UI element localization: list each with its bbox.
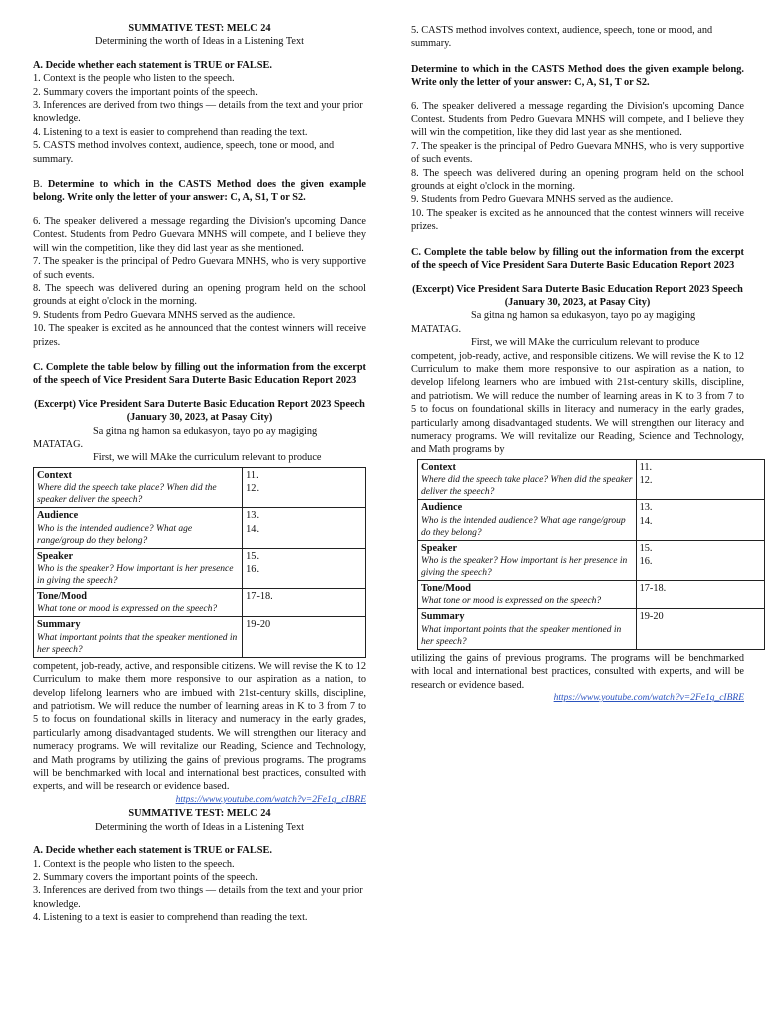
part-a-item: 4. Listening to a text is easier to comprehend than reading the text. <box>33 126 308 138</box>
row-prompt: Who is the intended audience? What age range/group do they belong? <box>37 523 193 546</box>
part-a-item: 5. CASTS method involves context, audience, speech, tone or mood, and summary. <box>411 25 713 50</box>
part-a-heading-repeat: A. Decide whether each statement is TRUE or FALSE. <box>33 845 272 857</box>
source-link[interactable]: https://www.youtube.com/watch?v=2Fe1q_cIBRE <box>553 693 744 704</box>
part-b-item: 7. The speaker is the principal of Pedro Guevara MNHS, who is very supportive of such events. <box>411 140 744 166</box>
row-prompt: Where did the speech take place? When did the speaker deliver the speech? <box>421 475 633 498</box>
source-link[interactable]: https://www.youtube.com/watch?v=2Fe1q_cIBRE <box>175 794 366 805</box>
casts-table <box>417 459 765 650</box>
answer-cell[interactable] <box>636 609 764 649</box>
part-a-item: 2. Summary covers the important points of the speech. <box>33 86 258 98</box>
answer-cell[interactable] <box>243 548 366 588</box>
answer-cell[interactable] <box>243 467 366 507</box>
row-label: Tone/Mood <box>37 591 87 602</box>
answer-number: 12. <box>246 483 260 495</box>
part-b-heading-text: Determine to which in the CASTS Method does the given example belong. Write only the letter of your answer: C, A, S1, T or S2. <box>33 179 366 204</box>
part-a-item: 1. Context is the people who listen to the speech. <box>33 73 235 85</box>
part-b-item: 8. The speech was delivered during an opening program held on the school grounds at eight o'clock in the morning. <box>411 167 744 193</box>
answer-cell[interactable] <box>243 508 366 548</box>
row-label: Speaker <box>37 550 74 562</box>
answer-number: 13. <box>246 510 260 522</box>
answer-number: 19-20 <box>639 611 664 623</box>
speech-opening: Sa gitna ng hamon sa edukasyon, tayo po ay magiging MATATAG. <box>411 310 696 335</box>
part-b-item: 9. Students from Pedro Guevara MNHS served as the audience. <box>33 309 296 321</box>
row-label: Audience <box>421 502 463 514</box>
answer-cell[interactable] <box>636 500 764 540</box>
speech-paragraph-continued: competent, job-ready, active, and responsible citizens. We will revise the K to 12 Curriculum to make them more responsive to our aspiration as a nation, to develop lifelong learners who are imbued with 21st-century skills, discipline, and patriotism. We will reduce the number of learning areas in K to 3 from 7 to 5 to focus on foundational skills in literacy and numeracy in the early grades, particularly among disadvantaged students. We will strengthen our literacy and numeracy programs. We will revitalize our Reading, Science and Technology, and Math programs by utilizing the gains of previous programs. The programs will be benchmarked with local and international best practices, consulted with experts, and will be research or evidence based. <box>33 660 366 793</box>
test-subtitle-repeat: Determining the worth of Ideas in a Listening Text <box>95 821 304 833</box>
table-row <box>34 548 366 588</box>
test-subtitle: Determining the worth of Ideas in a Listening Text <box>95 36 304 48</box>
part-a-item: 4. Listening to a text is easier to comprehend than reading the text. <box>33 912 308 924</box>
test-title: SUMMATIVE TEST: MELC 24 <box>128 23 271 34</box>
row-label: Context <box>421 461 456 473</box>
answer-number: 15. <box>246 550 260 562</box>
row-prompt: What tone or mood is expressed on the speech? <box>421 596 602 607</box>
answer-cell[interactable] <box>243 589 366 617</box>
speech-paragraph-middle: competent, job-ready, active, and responsible citizens. We will revise the K to 12 Curriculum to make them more responsive to our aspiration as a nation, to develop lifelong learners who are imbued with 21st-century skills, discipline, and patriotism. We will reduce the number of learning areas in K to 3 from 7 to 5 to focus on foundational skills in literacy and numeracy in the early grades, particularly among disadvantaged students. We will strengthen our literacy and numeracy programs. We will revitalize our Reading, Science and Technology, and Math programs by <box>411 350 744 456</box>
right-column <box>411 24 744 705</box>
casts-table <box>33 467 366 658</box>
answer-number: 14. <box>246 523 260 535</box>
answer-number: 11. <box>639 461 653 473</box>
speech-opening: Sa gitna ng hamon sa edukasyon, tayo po ay magiging MATATAG. <box>33 425 318 450</box>
table-row <box>418 609 765 649</box>
row-label: Context <box>37 469 72 481</box>
answer-number: 15. <box>639 542 653 554</box>
part-c-heading: C. Complete the table below by filling out the information from the excerpt of the speech of Vice President Sara Duterte Basic Education Report 2023 <box>33 361 366 387</box>
part-b-item: 7. The speaker is the principal of Pedro Guevara MNHS, who is very supportive of such events. <box>33 256 366 281</box>
speech-title: (Excerpt) Vice President Sara Duterte Basic Education Report 2023 Speech (January 30, 2023, at Pasay City) <box>34 398 365 424</box>
answer-cell[interactable] <box>636 540 764 580</box>
part-b-item: 8. The speech was delivered during an opening program held on the school grounds at eight o'clock in the morning. <box>33 282 366 308</box>
table-row <box>418 540 765 580</box>
part-b-item: 9. Students from Pedro Guevara MNHS served as the audience. <box>411 194 674 206</box>
part-a-item: 1. Context is the people who listen to the speech. <box>33 858 235 870</box>
answer-number: 19-20 <box>246 619 271 631</box>
row-prompt: Where did the speech take place? When did the speaker deliver the speech? <box>37 483 217 506</box>
table-row <box>34 617 366 657</box>
table-row <box>34 508 366 548</box>
answer-number: 12. <box>639 475 653 487</box>
speech-title: (Excerpt) Vice President Sara Duterte Basic Education Report 2023 Speech (January 30, 2023, at Pasay City) <box>412 283 743 308</box>
row-label: Summary <box>37 619 81 631</box>
part-b-item: 6. The speaker delivered a message regarding the Division's upcoming Dance Contest. Students from Pedro Guevara MNHS will compete, and I believe they will win the competition, like they did last year as she mentioned. <box>33 215 366 254</box>
table-row <box>34 589 366 617</box>
answer-number: 17-18. <box>639 583 667 594</box>
answer-number: 11. <box>246 469 259 481</box>
row-label: Tone/Mood <box>421 583 471 594</box>
table-row <box>418 581 765 609</box>
answer-number: 13. <box>639 502 653 514</box>
part-a-heading: A. Decide whether each statement is TRUE or FALSE. <box>33 59 272 71</box>
row-prompt: Who is the speaker? How important is her presence in giving the speech? <box>421 556 628 578</box>
part-b-item: 10. The speaker is excited as he announced that the contest winners will receive prizes. <box>411 207 744 233</box>
speech-paragraph-start: First, we will MAke the curriculum relevant to produce <box>471 337 700 349</box>
answer-cell[interactable] <box>636 581 764 609</box>
row-prompt: What important points that the speaker mentioned in her speech? <box>421 624 622 647</box>
answer-number: 16. <box>246 564 260 575</box>
part-b-prefix: B. <box>33 179 48 191</box>
part-a-item: 3. Inferences are derived from two things — details from the text and your prior knowledge. <box>33 885 363 910</box>
answer-number: 14. <box>639 515 653 527</box>
row-prompt: What tone or mood is expressed on the speech? <box>37 604 218 615</box>
part-b-heading: Determine to which in the CASTS Method does the given example belong. Write only the letter of your answer: C, A, S1, T or S2. <box>411 63 744 89</box>
speech-paragraph-start: First, we will MAke the curriculum relevant to produce <box>93 452 322 464</box>
answer-number: 17-18. <box>246 591 273 602</box>
row-prompt: What important points that the speaker mentioned in her speech? <box>37 632 238 655</box>
answer-cell[interactable] <box>243 617 366 657</box>
part-a-item: 3. Inferences are derived from two things — details from the text and your prior knowledge. <box>33 100 363 125</box>
row-prompt: Who is the speaker? How important is her presence in giving the speech? <box>37 564 234 586</box>
speech-paragraph-continued: utilizing the gains of previous programs. The programs will be benchmarked with local and international best practices, consulted with experts, and will be research or evidence based. <box>411 652 744 691</box>
answer-cell[interactable] <box>636 459 764 499</box>
table-row <box>34 467 366 507</box>
row-prompt: Who is the intended audience? What age range/group do they belong? <box>421 515 626 538</box>
test-title-repeat: SUMMATIVE TEST: MELC 24 <box>128 808 271 820</box>
part-b-item: 6. The speaker delivered a message regarding the Division's upcoming Dance Contest. Students from Pedro Guevara MNHS will compete, and I believe they will win the competition, like they did last year as she mentioned. <box>411 100 744 139</box>
left-column <box>33 22 366 925</box>
answer-number: 16. <box>639 556 653 567</box>
table-row <box>418 459 765 499</box>
row-label: Audience <box>37 510 79 522</box>
part-c-heading: C. Complete the table below by filling out the information from the excerpt of the speech of Vice President Sara Duterte Basic Education Report 2023 <box>411 246 744 272</box>
row-label: Speaker <box>421 542 458 554</box>
table-row <box>418 500 765 540</box>
part-a-item: 5. CASTS method involves context, audience, speech, tone or mood, and summary. <box>33 140 335 165</box>
row-label: Summary <box>421 611 465 623</box>
part-b-item: 10. The speaker is excited as he announced that the contest winners will receive prizes. <box>33 323 366 348</box>
part-a-item: 2. Summary covers the important points of the speech. <box>33 871 258 883</box>
part-b-heading <box>33 178 366 205</box>
